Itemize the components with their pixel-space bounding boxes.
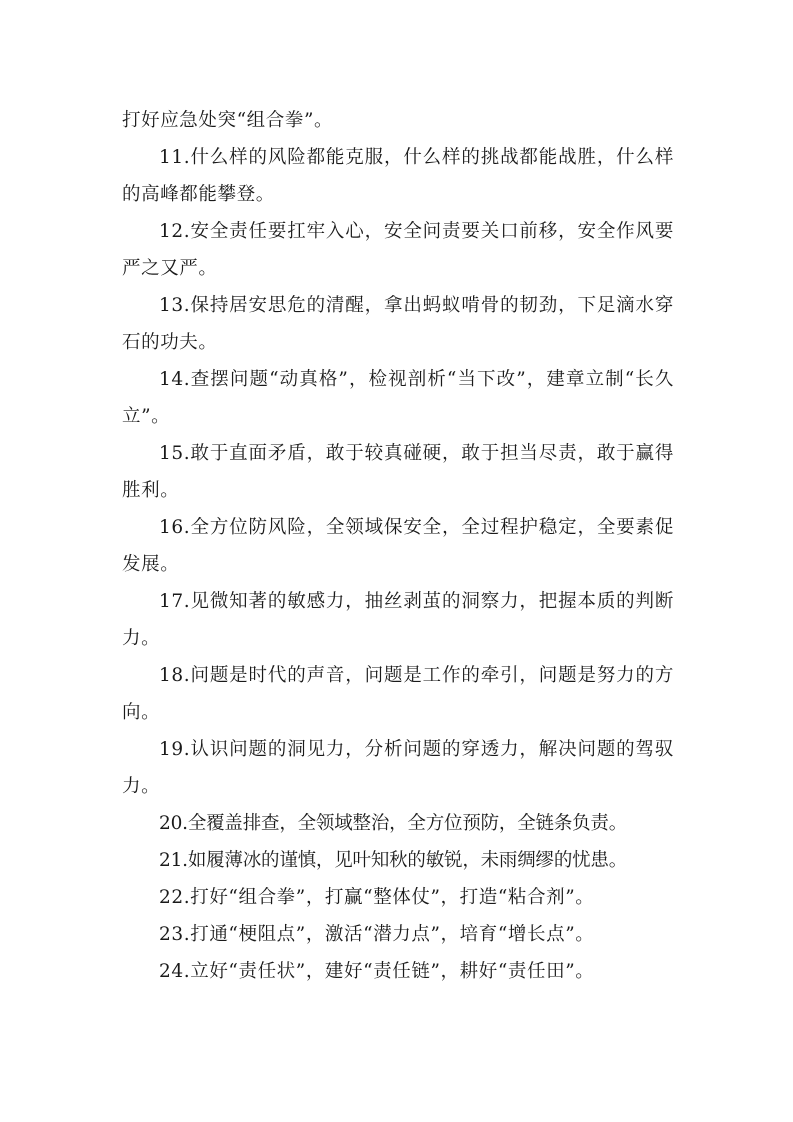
paragraph-item-22: 22.打好“组合拳”，打赢“整体仗”，打造“粘合剂”。 [159, 887, 595, 908]
paragraph-item-23: 23.打通“梗阻点”，激活“潜力点”，培育“增长点”。 [159, 924, 595, 945]
paragraph-item-18: 18.问题是时代的声音，问题是工作的牵引，问题是努力的方向。 [122, 665, 674, 723]
paragraph-item-15: 15.敢于直面矛盾，敢于较真碰硬，敢于担当尽责，敢于赢得胜利。 [122, 443, 674, 501]
paragraph-item-19: 19.认识问题的洞见力，分析问题的穿透力，解决问题的驾驭力。 [122, 739, 674, 797]
paragraph-item-12: 12.安全责任要扛牢入心，安全问责要关口前移，安全作风要严之又严。 [122, 221, 674, 279]
paragraph-item-21: 21.如履薄冰的谨慎，见叶知秋的敏锐，未雨绸缪的忧患。 [159, 850, 628, 871]
paragraph-item-24: 24.立好“责任状”，建好“责任链”，耕好“责任田”。 [159, 961, 595, 982]
paragraph-item-14: 14.查摆问题“动真格”，检视剖析“当下改”，建章立制“长久立”。 [122, 369, 674, 427]
paragraph-item-16: 16.全方位防风险，全领域保安全，全过程护稳定，全要素促发展。 [122, 517, 674, 575]
paragraph-continuation: 打好应急处突“组合拳”。 [122, 110, 334, 131]
document-body [122, 102, 674, 990]
paragraph-item-20: 20.全覆盖排查，全领域整治，全方位预防，全链条负责。 [159, 813, 628, 834]
paragraph-item-11: 11.什么样的风险都能克服，什么样的挑战都能战胜，什么样的高峰都能攀登。 [122, 147, 674, 205]
paragraph-item-13: 13.保持居安思危的清醒，拿出蚂蚁啃骨的韧劲，下足滴水穿石的功夫。 [122, 295, 674, 353]
paragraph-item-17: 17.见微知著的敏感力，抽丝剥茧的洞察力，把握本质的判断力。 [122, 591, 674, 649]
